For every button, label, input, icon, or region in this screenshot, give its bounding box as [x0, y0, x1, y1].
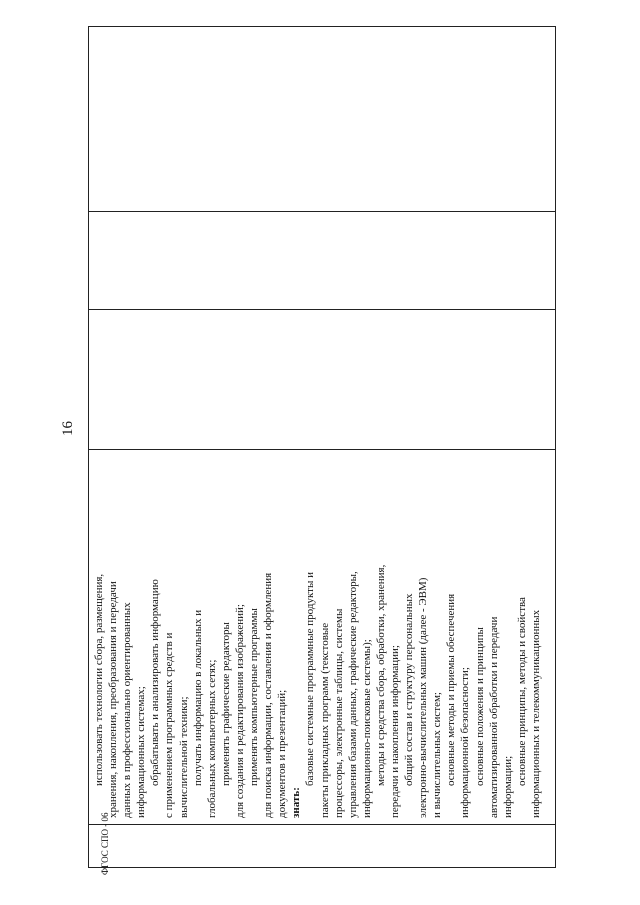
- competency-line: документов и презентаций;: [276, 689, 289, 818]
- competency-line: с применением программных средств и: [163, 632, 176, 818]
- competency-line: вычислительной техники;: [177, 696, 190, 818]
- footer-document-code: ФГОС СПО - 06: [100, 812, 110, 875]
- competency-line: базовые системные программные продукты и: [304, 571, 317, 786]
- competency-line: информационно-поисковые системы);: [360, 639, 373, 818]
- competency-line: процессоры, электронные таблицы, системы: [332, 608, 345, 818]
- competency-line: автоматизированной обработки и передачи: [487, 616, 500, 818]
- competency-text-block: [89, 450, 543, 824]
- table-cell-competencies: [89, 450, 556, 825]
- competency-line: информации;: [501, 755, 514, 818]
- competency-line: информационных и телекоммуникационных: [529, 609, 542, 818]
- competency-line: хранения, накопления, преобразования и передачи: [107, 581, 120, 818]
- competency-line: для создания и редактирования изображений;: [233, 604, 246, 818]
- competency-line: знать:: [290, 787, 303, 818]
- competency-line: общий состав и структуру персональных: [403, 593, 416, 786]
- competency-line: получать информацию в локальных и: [191, 609, 204, 786]
- competency-line: методы и средства сбора, обработки, хранения,: [374, 564, 387, 786]
- competency-line: управления базами данных, графические редакторы,: [346, 571, 359, 818]
- competency-line: информационной безопасности;: [459, 667, 472, 818]
- competency-line: основные методы и приемы обеспечения: [445, 593, 458, 786]
- competency-line: применять компьютерные программы: [248, 608, 261, 786]
- standards-table: [88, 26, 556, 868]
- table-cell-hours-mandatory: [89, 212, 556, 310]
- competency-line: обрабатывать и анализировать информацию: [149, 579, 162, 786]
- competency-line: использовать технологии сбора, размещения,: [93, 573, 105, 786]
- competency-line: основные принципы, методы и свойства: [515, 597, 528, 786]
- table-row: [89, 27, 556, 868]
- competency-line: применять графические редакторы: [219, 622, 232, 786]
- table-cell-hours-max: [89, 310, 556, 450]
- competency-line: передачи и накопления информации;: [388, 645, 401, 818]
- standards-table-wrapper: [88, 32, 556, 868]
- competency-line: пакеты прикладных программ (текстовые: [318, 622, 331, 818]
- competency-line: информационных системах;: [135, 686, 148, 818]
- table-cell-discipline-codes: [89, 27, 556, 212]
- competency-line: данных в профессионально ориентированных: [121, 602, 134, 818]
- competency-line: основные положения и принципы: [473, 627, 486, 786]
- competency-line: электронно-вычислительных машин (далее - ЭВМ): [417, 577, 430, 818]
- competency-line: и вычислительных систем;: [431, 692, 444, 818]
- competency-line: для поиска информации, составления и оформления: [262, 572, 275, 818]
- table-cell-index: [89, 825, 556, 868]
- page-number: 16: [60, 421, 76, 436]
- competency-line: глобальных компьютерных сетях;: [205, 659, 218, 818]
